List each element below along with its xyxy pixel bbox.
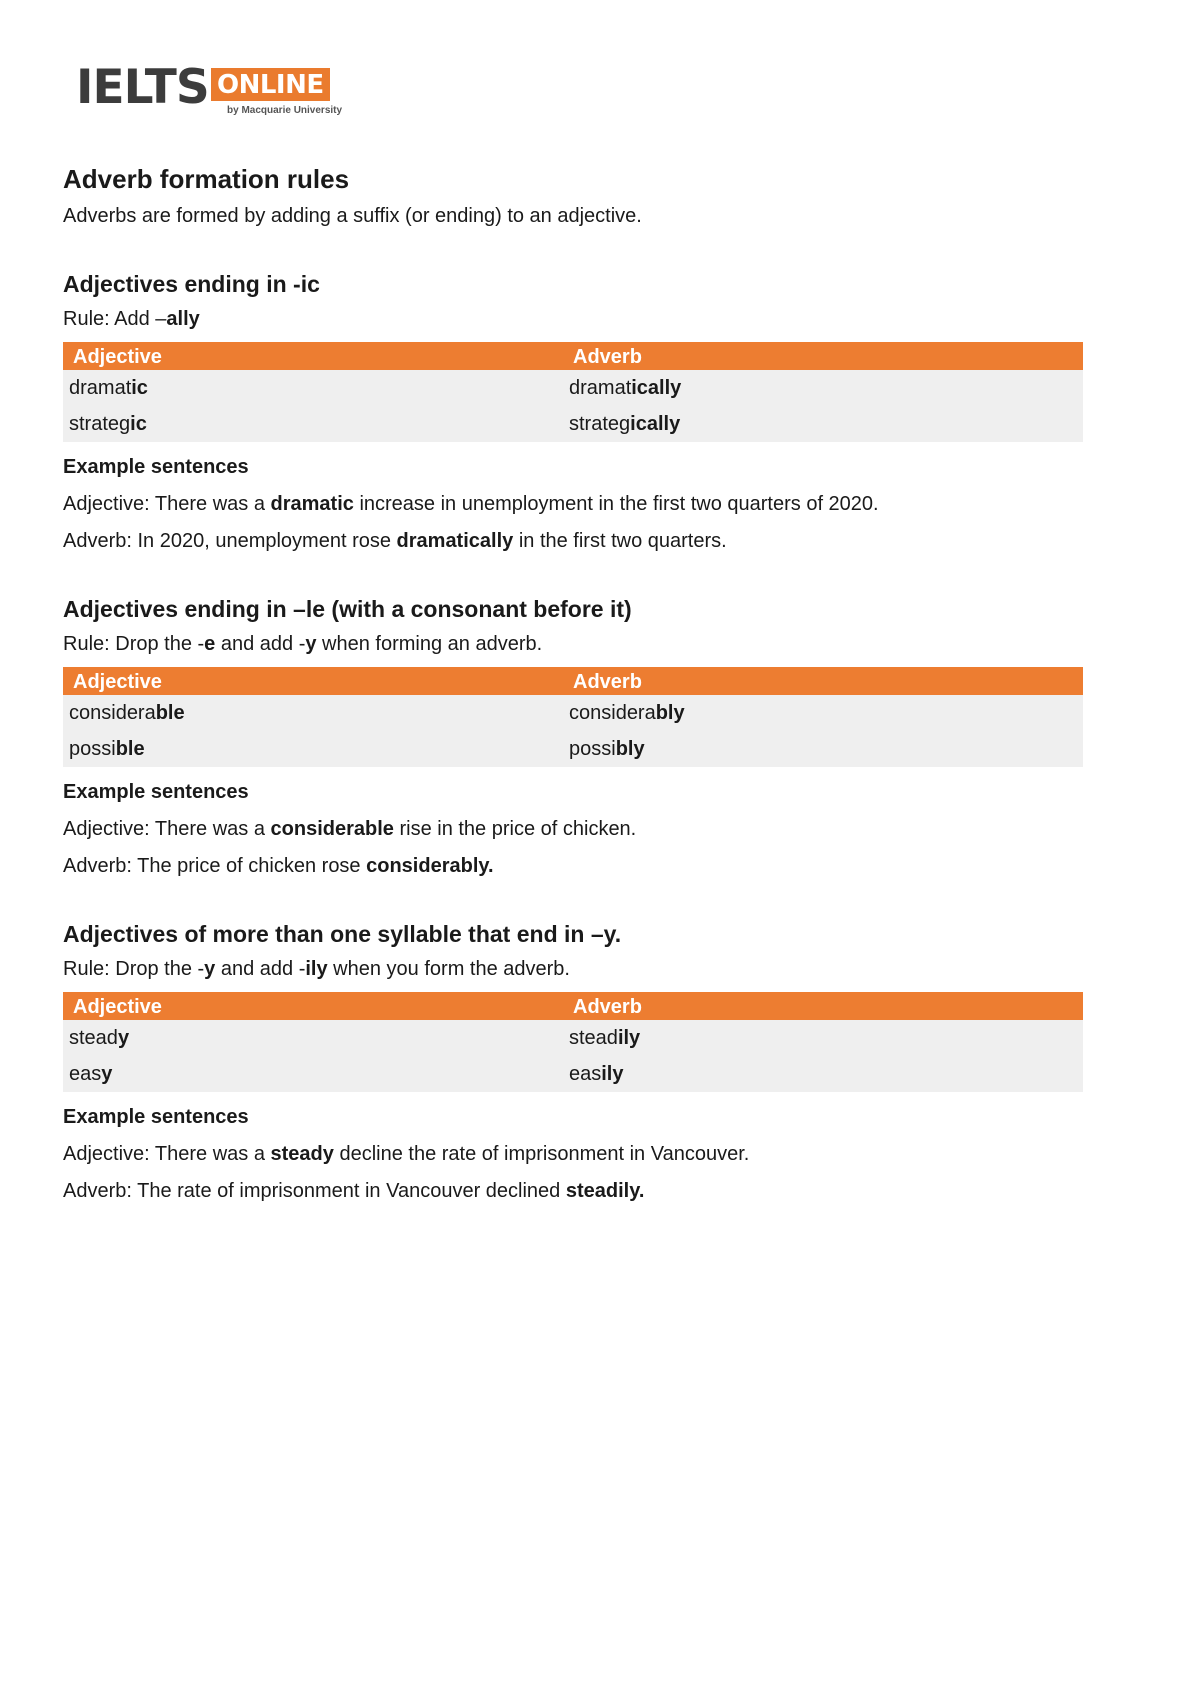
adjective-cell: considerable [63, 695, 563, 731]
section-ic [63, 269, 1083, 554]
rule-text: Rule: Add –ally [63, 308, 200, 330]
adverb-cell: dramatically [563, 370, 1083, 406]
adjective-cell: steady [63, 1020, 563, 1056]
examples-label: Example sentences [63, 1106, 249, 1128]
table-row [63, 695, 1083, 731]
example-sentence: Adverb: The price of chicken rose considerably. [63, 855, 494, 877]
header-adverb: Adverb [563, 667, 1083, 695]
section-y [63, 919, 1083, 1204]
logo-badge: ONLINE [211, 68, 330, 101]
logo-wordmark: IELTS [76, 60, 209, 115]
adverb-cell: possibly [563, 731, 1083, 767]
header-adverb: Adverb [563, 992, 1083, 1020]
adverb-cell: easily [563, 1056, 1083, 1092]
word-table [63, 667, 1083, 767]
example-sentence: Adjective: There was a considerable rise in the price of chicken. [63, 818, 637, 840]
adverb-cell: steadily [563, 1020, 1083, 1056]
example-sentence: Adjective: There was a steady decline the rate of imprisonment in Vancouver. [63, 1143, 750, 1165]
examples-label: Example sentences [63, 781, 249, 803]
document-body [63, 163, 1083, 1204]
rule-text: Rule: Drop the -y and add -ily when you form the adverb. [63, 958, 570, 980]
example-sentence: Adverb: The rate of imprisonment in Vancouver declined steadily. [63, 1180, 645, 1202]
section-le [63, 594, 1083, 879]
examples-label: Example sentences [63, 456, 249, 478]
header-adjective: Adjective [63, 992, 563, 1020]
table-header-row [63, 992, 1083, 1020]
header-adverb: Adverb [563, 342, 1083, 370]
section-heading: Adjectives of more than one syllable that end in –y. [63, 921, 622, 947]
rule-text: Rule: Drop the -e and add -y when forming an adverb. [63, 633, 543, 655]
word-table [63, 992, 1083, 1092]
logo-tagline: by Macquarie University [227, 105, 343, 116]
adjective-cell: easy [63, 1056, 563, 1092]
adjective-cell: dramatic [63, 370, 563, 406]
word-table [63, 342, 1083, 442]
section-heading: Adjectives ending in -ic [63, 271, 320, 297]
table-row [63, 406, 1083, 442]
table-header-row [63, 342, 1083, 370]
adjective-cell: possible [63, 731, 563, 767]
header-adjective: Adjective [63, 342, 563, 370]
example-sentence: Adverb: In 2020, unemployment rose dramatically in the first two quarters. [63, 530, 727, 552]
intro-text: Adverbs are formed by adding a suffix (or ending) to an adjective. [63, 205, 642, 227]
table-row [63, 1020, 1083, 1056]
page-title: Adverb formation rules [63, 164, 350, 194]
table-row [63, 1056, 1083, 1092]
example-sentence: Adjective: There was a dramatic increase in unemployment in the first two quarters of 2020. [63, 493, 879, 515]
header-adjective: Adjective [63, 667, 563, 695]
table-row [63, 731, 1083, 767]
table-row [63, 370, 1083, 406]
table-header-row [63, 667, 1083, 695]
adverb-cell: considerably [563, 695, 1083, 731]
adjective-cell: strategic [63, 406, 563, 442]
adverb-cell: strategically [563, 406, 1083, 442]
section-heading: Adjectives ending in –le (with a consonant before it) [63, 596, 632, 622]
